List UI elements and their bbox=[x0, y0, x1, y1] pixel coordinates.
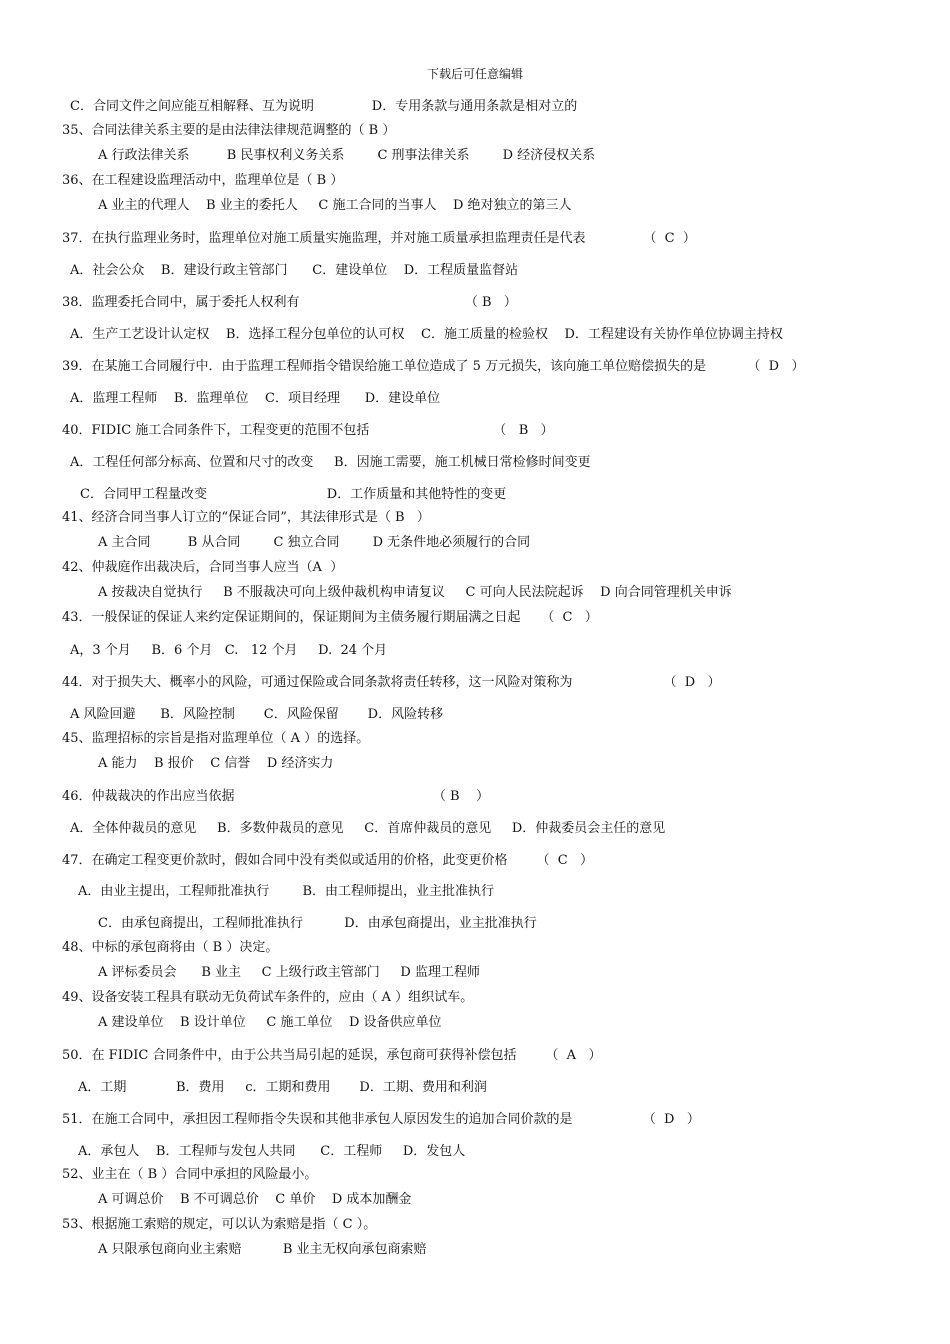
options-53: A 只限承包商向业主索赔 B 业主无权向承包商索赔 bbox=[98, 1242, 427, 1257]
question-37: 37．在执行监理业务时，监理单位对施工质量实施监理，并对施工质量承担监理责任是代表 （ C ） bbox=[62, 231, 696, 246]
options-41: A 主合同 B 从合同 C 独立合同 D 无条件地必须履行的合同 bbox=[98, 535, 531, 550]
options-43: A，3 个月 B．6 个月 C. 12 个月 D. 24 个月 bbox=[70, 643, 388, 658]
options-49: A 建设单位 B 设计单位 C 施工单位 D 设备供应单位 bbox=[98, 1015, 442, 1030]
question-36: 36、在工程建设监理活动中，监理单位是（ B ） bbox=[62, 173, 344, 188]
text-line: C．合同文件之间应能互相解释、互为说明 D．专用条款与通用条款是相对立的 bbox=[70, 99, 578, 114]
question-39: 39．在某施工合同履行中．由于监理工程师指令错误给施工单位造成了 5 万元损失，该向施工单位赔偿损失的是 （ D ） bbox=[62, 359, 805, 374]
options-48: A 评标委员会 B 业主 C 上级行政主管部门 D 监理工程师 bbox=[98, 965, 480, 980]
options-40a: A．工程任何部分标高、位置和尺寸的改变 B．因施工需要，施工机械日常检修时间变更 bbox=[70, 455, 591, 470]
options-44: A 风险回避 B．风险控制 C．风险保留 D．风险转移 bbox=[70, 707, 444, 722]
question-53: 53、根据施工索赔的规定，可以认为索赔是指（ C ）。 bbox=[62, 1217, 377, 1232]
question-46: 46．仲裁裁决的作出应当依据 （ B ） bbox=[62, 789, 490, 804]
question-52: 52、业主在（ B ）合同中承担的风险最小。 bbox=[62, 1167, 318, 1182]
options-52: A 可调总价 B 不可调总价 C 单价 D 成本加酬金 bbox=[98, 1192, 412, 1207]
options-36: A 业主的代理人 B 业主的委托人 C 施工合同的当事人 D 绝对独立的第三人 bbox=[98, 198, 572, 213]
options-42: A 按裁决自觉执行 B 不服裁决可向上级仲裁机构申请复议 C 可向人民法院起诉 D 向合同管理机关申诉 bbox=[98, 585, 732, 600]
options-46: A．全体仲裁员的意见 B．多数仲裁员的意见 C．首席仲裁员的意见 D．仲裁委员会主任的意见 bbox=[70, 821, 666, 836]
question-49: 49、设备安装工程具有联动无负荷试车条件的，应由（ A ）组织试车。 bbox=[62, 990, 474, 1005]
question-38: 38．监理委托合同中，属于委托人权利有 （ B ） bbox=[62, 295, 517, 310]
question-48: 48、中标的承包商将由（ B ）决定。 bbox=[62, 940, 279, 955]
question-50: 50．在 FIDIC 合同条件中，由于公共当局引起的延误，承包商可获得补偿包括 （ A ） bbox=[62, 1048, 602, 1063]
question-43: 43．一般保证的保证人来约定保证期间的，保证期间为主债务履行期届满之日起 （ C ） bbox=[62, 610, 598, 625]
options-45: A 能力 B 报价 C 信誉 D 经济实力 bbox=[98, 756, 334, 771]
question-42: 42、仲裁庭作出裁决后，合同当事人应当（A ） bbox=[62, 560, 344, 575]
question-47: 47．在确定工程变更价款时，假如合同中没有类似或适用的价格，此变更价格 （ C ） bbox=[62, 853, 594, 868]
options-37: A．社会公众 B．建设行政主管部门 C．建设单位 D．工程质量监督站 bbox=[70, 263, 519, 278]
options-39: A．监理工程师 B．监理单位 C．项目经理 D．建设单位 bbox=[70, 391, 441, 406]
question-40: 40．FIDIC 施工合同条件下，工程变更的范围不包括 （ B ） bbox=[62, 423, 554, 438]
options-51: A．承包人 B．工程师与发包人共同 C．工程师 D．发包人 bbox=[78, 1144, 466, 1159]
options-50: A．工期 B．费用 c．工期和费用 D．工期、费用和利润 bbox=[78, 1080, 487, 1095]
question-51: 51．在施工合同中，承担因工程师指令失误和其他非承包人原因发生的追加合同价款的是 （ D ） bbox=[62, 1112, 700, 1127]
options-47a: A．由业主提出，工程师批准执行 B．由工程师提出，业主批准执行 bbox=[78, 884, 495, 899]
page-header: 下载后可任意编辑 bbox=[426, 67, 523, 81]
question-41: 41、经济合同当事人订立的“保证合同”，其法律形式是（ B ） bbox=[62, 510, 430, 525]
question-44: 44．对于损失大、概率小的风险，可通过保险或合同条款将责任转移，这一风险对策称为 （ D ） bbox=[62, 675, 721, 690]
options-47b: C．由承包商提出，工程师批准执行 D．由承包商提出，业主批准执行 bbox=[98, 916, 537, 931]
question-35: 35、合同法律关系主要的是由法律法律规范调整的（ B ） bbox=[62, 123, 396, 138]
question-45: 45、监理招标的宗旨是指对监理单位（ A ）的选择。 bbox=[62, 731, 370, 746]
options-35: A 行政法律关系 B 民事权利义务关系 C 刑事法律关系 D 经济侵权关系 bbox=[98, 148, 596, 163]
options-38: A．生产工艺设计认定权 B．选择工程分包单位的认可权 C．施工质量的检验权 D．工程建设有关协作单位协调主持权 bbox=[70, 327, 783, 342]
options-40b: C．合同甲工程量改变 D．工作质量和其他特性的变更 bbox=[80, 487, 507, 502]
